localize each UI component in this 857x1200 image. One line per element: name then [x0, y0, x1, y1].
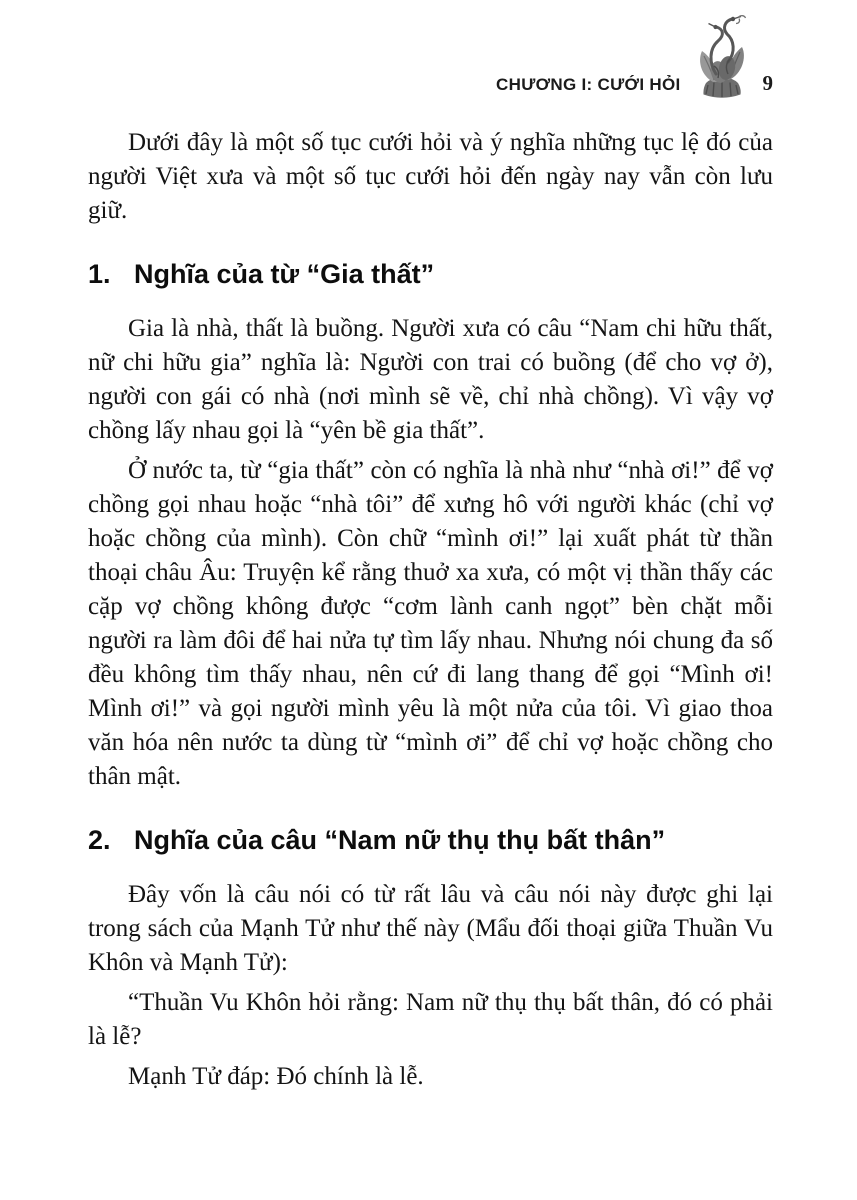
section-title: Nghĩa của câu “Nam nữ thụ thụ bất thân”: [134, 825, 666, 855]
body-paragraph: Ở nước ta, từ “gia thất” còn có nghĩa là nhà như “nhà ơi!” để vợ chồng gọi nhau hoặc “nhà tôi” để xưng hô với người khác (chỉ vợ hoặc chồng của mình). Còn chữ “mình ơi!” lại xuất phát từ thần thoại châu Âu: Truyện kể rằng thuở xa xưa, có một vị thần thấy các cặp vợ chồng không được “cơm lành canh ngọt” bèn chặt mỗi người ra làm đôi để hai nửa tự tìm lấy nhau. Nhưng nói chung đa số đều không tìm thấy nhau, nên cứ đi lang thang để gọi “Mình ơi! Mình ơi!” và gọi người mình yêu là một nửa của tôi. Vì giao thoa văn hóa nên nước ta dùng từ “mình ơi” để chỉ vợ hoặc chồng cho thân mật.: [88, 457, 773, 790]
section-number: 1.: [88, 259, 111, 289]
two-cranes-ornament-icon: [694, 14, 750, 98]
section-heading-nam-nu: [88, 824, 773, 856]
chapter-header: CHƯƠNG I: CƯỚI HỎI: [496, 75, 681, 94]
section-title: Nghĩa của từ “Gia thất”: [134, 259, 435, 289]
section-number: 2.: [88, 825, 111, 855]
page-header: [88, 14, 773, 98]
body-paragraph: Gia là nhà, thất là buồng. Người xưa có câu “Nam chi hữu thất, nữ chi hữu gia” nghĩa là: Người con trai có buồng (để cho vợ ở), người con gái có nhà (nơi mình sẽ về, chỉ nhà chồng). Vì vậy vợ chồng lấy nhau gọi là “yên bề gia thất”.: [88, 315, 773, 444]
section-heading-gia-that: [88, 258, 773, 290]
body-paragraph: Mạnh Tử đáp: Đó chính là lễ.: [128, 1063, 424, 1090]
body-paragraph: “Thuần Vu Khôn hỏi rằng: Nam nữ thụ thụ bất thân, đó có phải là lễ?: [88, 989, 773, 1050]
intro-paragraph: Dưới đây là một số tục cưới hỏi và ý nghĩa những tục lệ đó của người Việt xưa và một số tục cưới hỏi đến ngày nay vẫn còn lưu giữ.: [88, 129, 773, 224]
page-number: 9: [762, 71, 773, 95]
body-paragraph: Đây vốn là câu nói có từ rất lâu và câu nói này được ghi lại trong sách của Mạnh Tử như thế này (Mẩu đối thoại giữa Thuần Vu Khôn và Mạnh Tử):: [88, 881, 773, 976]
